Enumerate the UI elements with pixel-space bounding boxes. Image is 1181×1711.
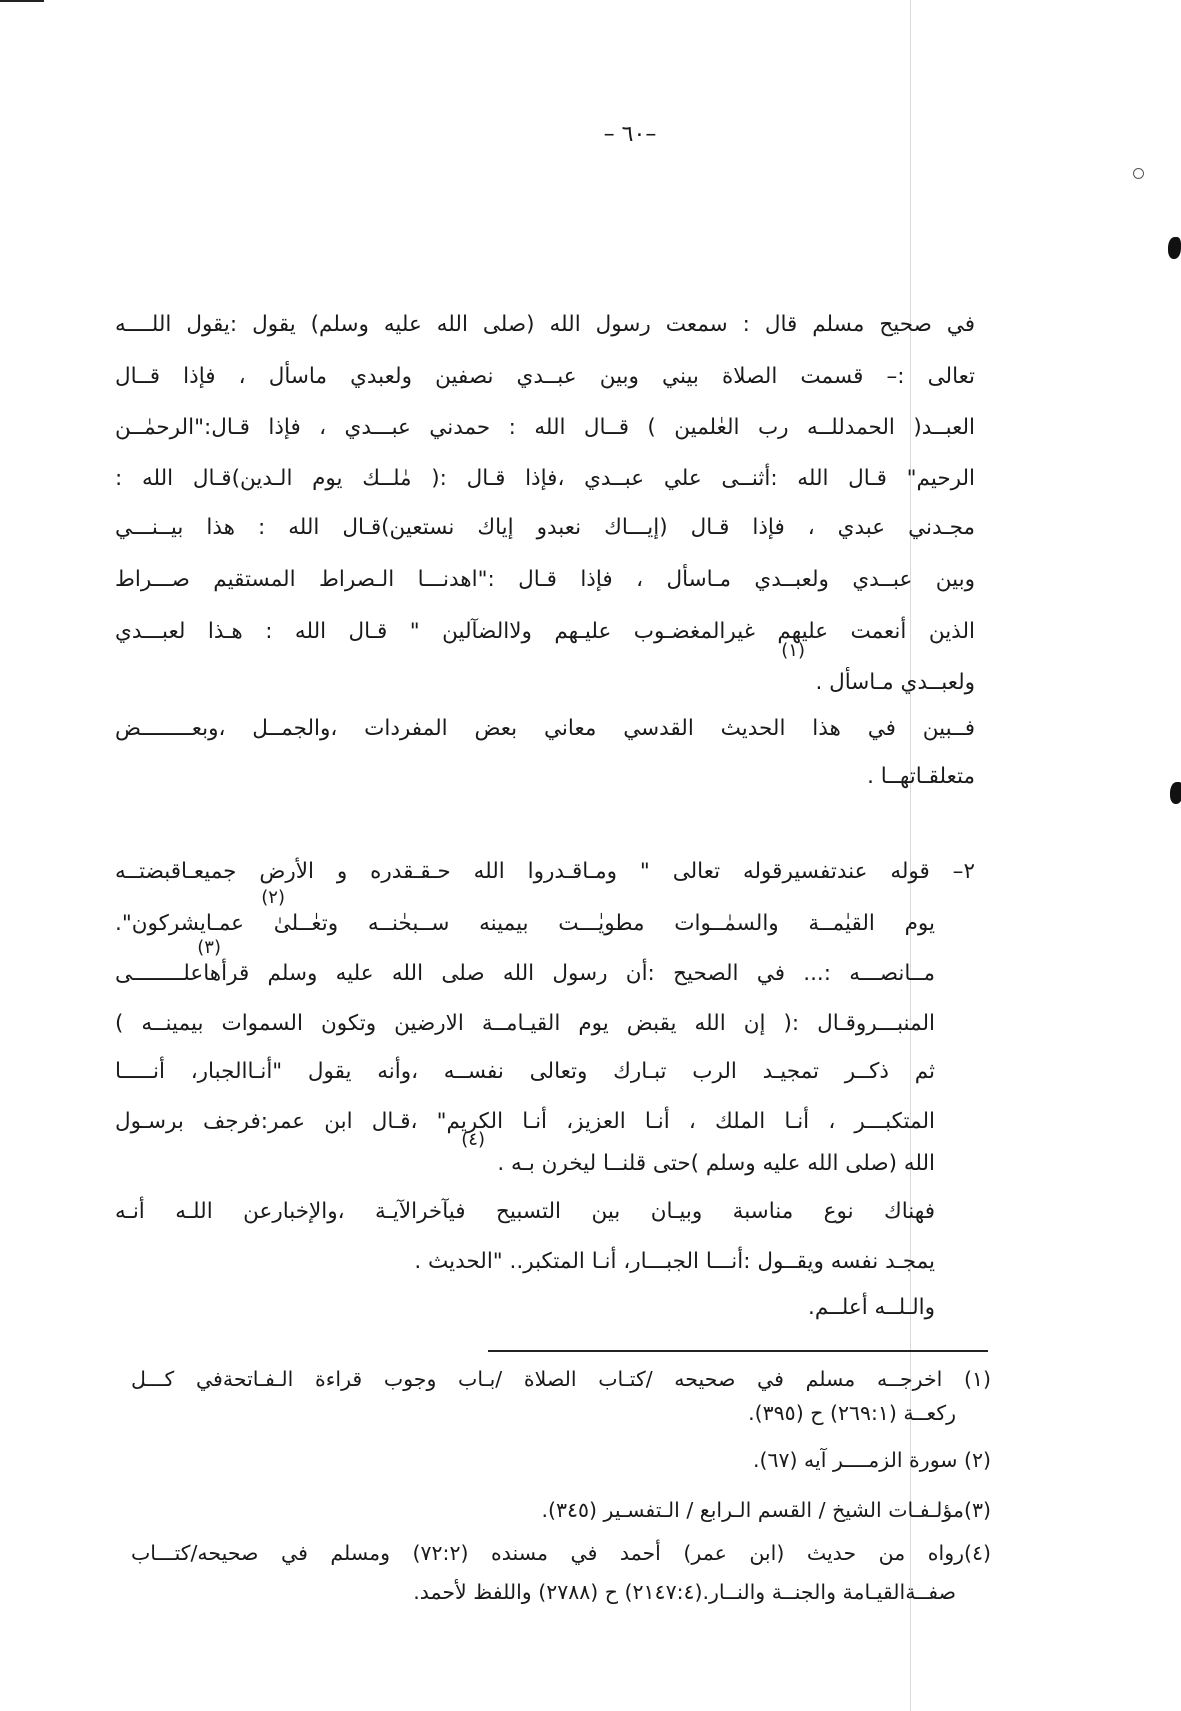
text-line: الرحيم" قـال الله :أثنــى علي عبــدي ،فإذا قـال :( مٰلــك يوم الـدين)قـال الله :	[115, 466, 975, 491]
footnote-ref: (٣)	[197, 937, 221, 958]
scan-edge-mark	[0, 0, 44, 2]
text-line: المتكبـــر ، أنـا الملك ، أنـا العزيز، أنـا الكريم" ،قـال ابن عمر:فرجف برسـول	[115, 1109, 935, 1134]
text-line: ولعبــدي مـاسأل .	[815, 670, 975, 695]
text-line: ٢– قوله عندتفسيرقوله تعالى " ومـاقـدروا الله حـقـقدره و الأرض جميعـاقبضتــه	[115, 859, 975, 884]
text-line: يوم القيٰمــة والسمٰــوات مطويٰـــت بيمينه ســبحٰنــه وتعٰــلىٰ عمـايشركون".	[115, 911, 935, 936]
text-line: يمجـد نفسه ويقــول :أنـــا الجبـــار، أنـا المتكبر.. "الحديث .	[414, 1249, 935, 1274]
text-line: والـلــه أعلــم.	[808, 1295, 935, 1320]
footnote-line: (٣)مؤلـفـات الشيخ / القسم الـرابع / الـتفسـير (٣٤٥).	[541, 1498, 991, 1522]
footnote-ref: (١)	[781, 640, 805, 661]
footnote-separator	[488, 1350, 988, 1352]
footnote-line: صفــةالقيـامة والجنــة والنــار.(٢١٤٧:٤) ح (٢٧٨٨) واللفظ لأحمد.	[413, 1580, 956, 1604]
footnote-line: ركعــة (٢٦٩:١) ح (٣٩٥).	[748, 1401, 956, 1425]
text-line: في صحيح مسلم قال : سمعت رسول الله (صلى الله عليه وسلم) يقول :يقول اللــــه	[115, 312, 975, 337]
text-line: الذين أنعمت عليهم غيرالمغضـوب عليـهم ولاالضآلين " قـال الله : هـذا لعبـــدي	[115, 619, 975, 644]
text-line: ثم ذكــر تمجيـد الرب تبـارك وتعالى نفســه ،وأنه يقول "أنـاالجبار، أنـــــا	[115, 1059, 935, 1084]
text-line: متعلقـاتهــا .	[867, 764, 975, 789]
ink-blot	[1168, 237, 1181, 259]
footnote-line: (٤)رواه من حديث (ابن عمر) أحمد في مسنده (٧٢:٢) ومسلم في صحيحه/كتـــاب	[131, 1541, 992, 1565]
text-line: العبــد( الحمدللــه رب العٰلمين ) قــال الله : حمدني عبـــدي ، فإذا قـال:"الرحمٰــن	[115, 415, 975, 440]
scan-speck	[1133, 168, 1144, 179]
text-line: فهناك نوع مناسبة وبيـان بين التسبيح فيآخرالآيـة ،والإخبارعن اللـه أنـه	[115, 1199, 935, 1224]
footnote-ref: (٤)	[461, 1129, 485, 1150]
ink-blot	[1170, 782, 1181, 804]
text-line: تعالى :– قسمت الصلاة بيني وبين عبــدي نصفين ولعبدي ماسأل ، فإذا قــال	[115, 364, 975, 389]
footnote-line: (١) اخرجــه مسلم في صحيحه /كتـاب الصلاة /بـاب وجوب قراءة الـفـاتحةفي كـــل	[131, 1367, 991, 1391]
footnote-ref: (٢)	[261, 887, 285, 908]
text-line: مــانصـــه :... في الصحيح :أن رسول الله صلى الله عليه وسلم قرأهاعلــــــــى	[115, 961, 935, 986]
text-line: الله (صلى الله عليه وسلم )حتى قلنــا ليخرن بـه .	[497, 1151, 935, 1176]
footnote-line: (٢) سورة الزمــــر آيه (٦٧).	[753, 1448, 991, 1472]
text-line: مجـدني عبدي ، فإذا قـال (إيـــاك نعبدو إياك نستعين)قـال الله : هذا بيــنـــي	[115, 515, 975, 540]
text-line: وبين عبــدي ولعبــدي مـاسأل ، فإذا قـال :"اهدنـــا الـصراط المستقيم صـــراط	[115, 567, 975, 592]
text-line: المنبـــروقـال :( إن الله يقبض يوم القيـامــة الارضين وتكون السموات بيمينــه )	[115, 1011, 935, 1036]
text-line: فــبين في هذا الحديث القدسي معاني بعض المفردات ،والجمــل ،وبعــــــــض	[115, 716, 975, 741]
page-number: –٦٠ –	[603, 122, 657, 147]
